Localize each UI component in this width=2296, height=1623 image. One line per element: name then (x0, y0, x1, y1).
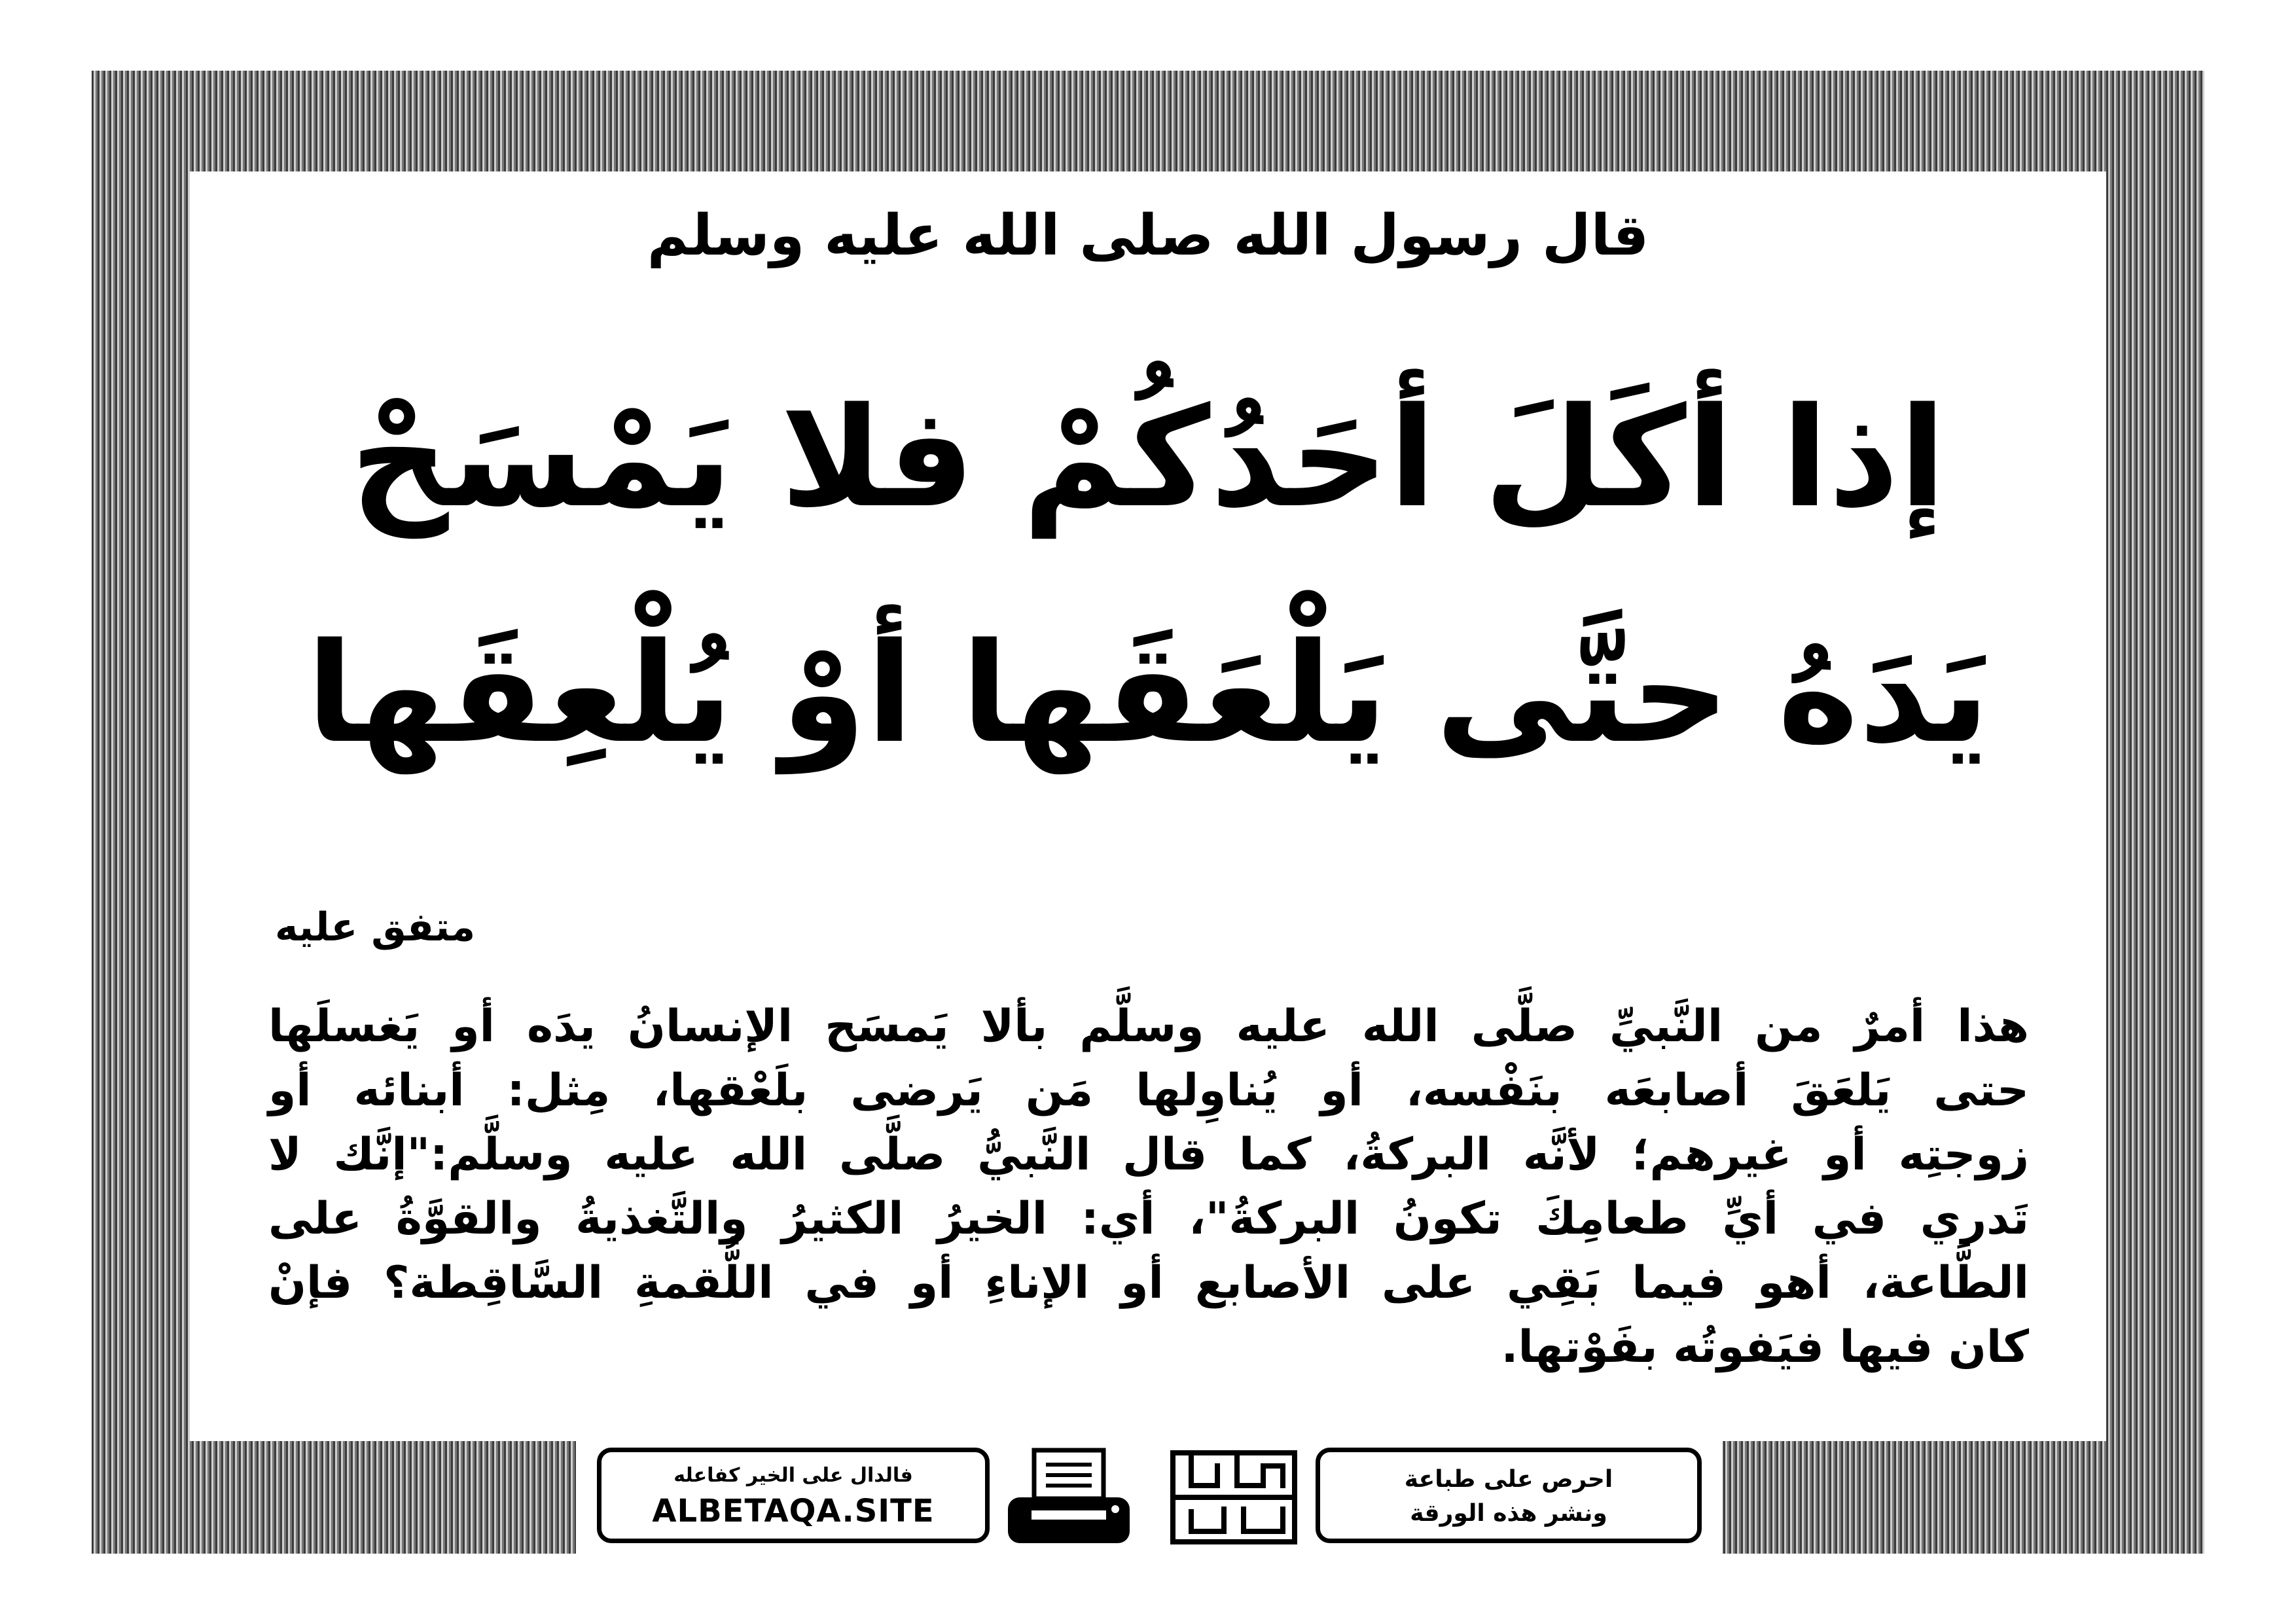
print-reminder (1316, 1448, 1702, 1543)
site-url[interactable]: ALBETAQA.SITE (652, 1493, 935, 1529)
hadith-line-2: يَدَهُ حتَّى يَلْعَقَها أوْ يُلْعِقَها (306, 613, 1990, 774)
print-line-1: احرص على طباعة (1404, 1466, 1613, 1493)
hadith-line-1: إذا أكَلَ أحَدُكُمْ فلا يَمْسَحْ (350, 378, 1946, 538)
site-badge[interactable] (597, 1448, 990, 1543)
explanation-paragraph (268, 995, 2029, 1380)
print-line-2: ونشر هذه الورقة (1410, 1500, 1607, 1527)
explanation-line-1: هذا أمرٌ من النَّبيِّ صلَّى الله عليه وسلَّم بألا يَمسَح الإنسانُ يدَه أو يَغسلَها (268, 1001, 2029, 1052)
explanation-line-6: كان فيها فيَفوتُه بفَوْتها. (1501, 1321, 2029, 1373)
explanation-line-3: زوجتِه أو غيرهم؛ لأنَّه البركةُ، كما قال النَّبيُّ صلَّى الله عليه وسلَّم:"إنَّك لا (268, 1129, 2029, 1181)
tagline: فالدال على الخير كفاعله (673, 1464, 913, 1487)
explanation-line-2: حتى يَلعَقَ أصابعَه بنَفْسه، أو يُناوِلها مَن يَرضى بلَعْقها، مِثل: أبنائه أو (268, 1065, 2029, 1116)
hadith-source: متفق عليه (275, 904, 476, 950)
footer-bar (576, 1440, 1723, 1555)
explanation-line-4: تَدري في أيِّ طعامِكَ تكونُ البركةُ"، أي: الخيرُ الكثيرُ والتَّغذيةُ والقوَّةُ على (268, 1193, 2029, 1245)
printer-icon (1000, 1446, 1138, 1548)
print-reminder-text (1320, 1463, 1697, 1531)
intro-heading: قال رسول الله صلى الله عليه وسلم (647, 203, 1649, 268)
hadith-text (262, 340, 2034, 812)
dawa-logo (1165, 1446, 1302, 1548)
explanation-line-5: الطَّاعة، أهو فيما بَقِي على الأصابع أو الإناءِ أو في اللُّقمةِ السَّاقِطة؟ فإنْ (268, 1257, 2029, 1309)
